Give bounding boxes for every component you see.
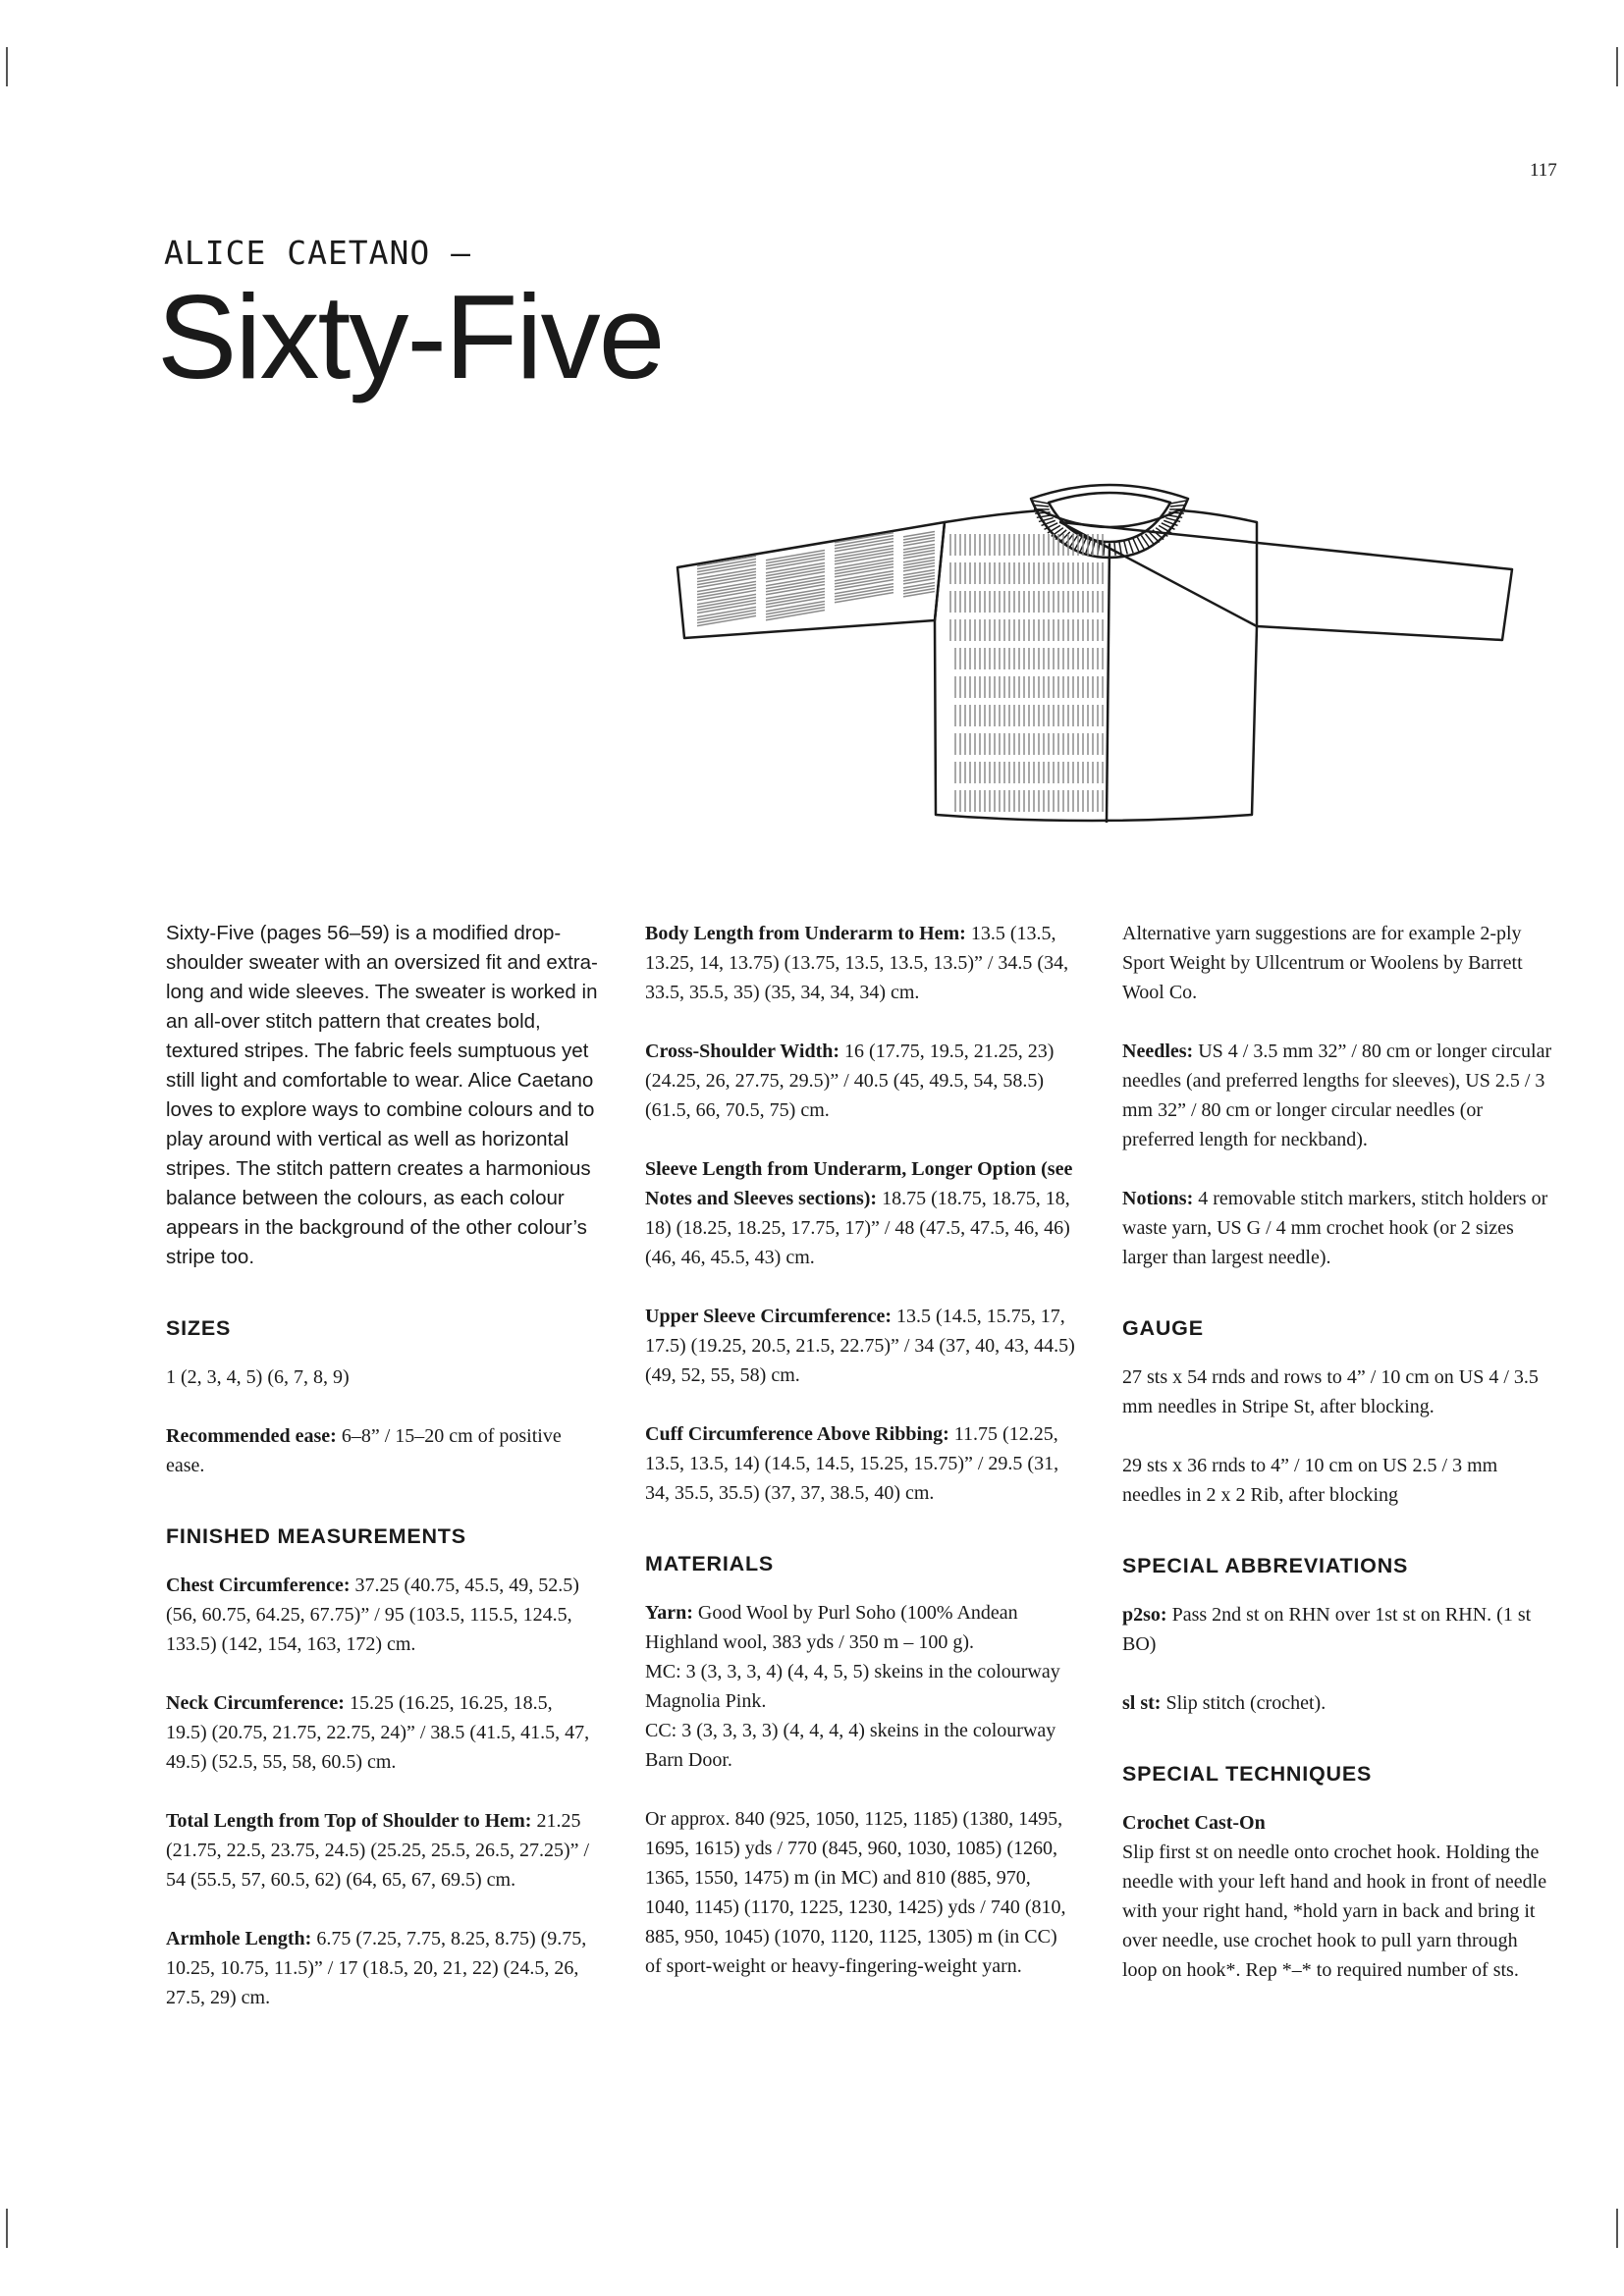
crop-mark-bottom-right <box>1616 2209 1618 2248</box>
neck-label: Neck Circumference: <box>166 1692 345 1714</box>
pattern-title: Sixty-Five <box>157 270 664 403</box>
sleeve-stripe-mark <box>903 534 935 539</box>
alternative-yarn: Alternative yarn suggestions are for example 2-ply Sport Weight by Ullcentrum or Woolens by Barrett Wool Co. <box>1122 923 1523 1003</box>
abbrev-p2so <box>1122 1600 1554 1659</box>
sleeve-stripe-mark <box>903 547 935 552</box>
intro-paragraph: Sixty-Five (pages 56–59) is a modified drop-shoulder sweater with an oversized fit and extra-long and wide sleeves. The sweater is worked in an all-over stitch pattern that creates bold, textured stripes. The fabric feels sumptuous yet still light and comfortable to wear. Alice Caetano loves to explore ways to combine colours and to play around with vertical as well as horizontal stripes. The stitch pattern creates a harmonious balance between the colours, as each colour appears in the background of the other colour’s stripe too. <box>166 922 598 1268</box>
cuff-circumference <box>645 1419 1077 1508</box>
body-length-text: 13.5 (13.5, 13.25, 14, 13.75) (13.75, 13.5, 13.5, 13.5)” / 34.5 (34, 33.5, 35.5, 35) (35, 34, 34, 34) cm. <box>645 923 1069 1003</box>
stripe-pattern <box>697 531 1103 812</box>
body-length-label: Body Length from Underarm to Hem: <box>645 923 966 944</box>
sizes-heading: SIZES <box>166 1316 232 1340</box>
sleeve-stripe-mark <box>903 531 935 536</box>
gauge-rib: 29 sts x 36 rnds to 4” / 10 cm on US 2.5 / 3 mm needles in 2 x 2 Rib, after blocking <box>1122 1455 1498 1506</box>
column-2 <box>645 919 1077 2010</box>
crochet-cast-on-label <box>1122 1808 1554 1838</box>
notions-text: 4 removable stitch markers, stitch holders or waste yarn, US G / 4 mm crochet hook (or 2 sizes larger than largest needle). <box>1122 1188 1548 1268</box>
needles <box>1122 1037 1554 1154</box>
rib-tick <box>1133 538 1139 552</box>
cross-shoulder-label: Cross-Shoulder Width: <box>645 1041 840 1062</box>
sleeve-stripe-mark <box>903 562 935 567</box>
armhole-text: 6.75 (7.25, 7.75, 8.25, 8.75) (9.75, 10.25, 10.75, 11.5)” / 17 (18.5, 20, 21, 22) (24.5, 26, 27.5, 29) cm. <box>166 1928 587 2008</box>
sweater-outline <box>677 485 1512 823</box>
abbrev-sl-st <box>1122 1688 1554 1718</box>
sleeve-length <box>645 1154 1077 1272</box>
sleeve-stripe-mark <box>903 560 935 564</box>
upper-sleeve-circumference <box>645 1302 1077 1390</box>
sleeve-stripe-mark <box>903 550 935 555</box>
sweater-schematic-illustration <box>668 471 1532 834</box>
upper-sleeve-text: 13.5 (14.5, 15.75, 17, 17.5) (19.25, 20.5, 21.5, 22.75)” / 34 (37, 40, 43, 44.5) (49, 52, 55, 58) cm. <box>645 1306 1075 1386</box>
column-3 <box>1122 919 1554 2014</box>
finished-measurements-heading: FINISHED MEASUREMENTS <box>166 1524 466 1548</box>
approx-yardage: Or approx. 840 (925, 1050, 1125, 1185) (1380, 1495, 1695, 1615) yds / 770 (845, 960, 1030, 1085) (1260, 1365, 1550, 1475) m (in MC) and 810 (885, 970, 1040, 1145) (1170, 1225, 1230, 1425) yds / 740 (810, 885, 950, 1045) (1070, 1120, 1125, 1305) m (in CC) of sport-weight or heavy-fingering-weight yarn. <box>645 1808 1066 1977</box>
crochet-cast-on-title: Crochet Cast-On <box>1122 1812 1266 1834</box>
rib-tick <box>1104 541 1105 556</box>
gauge-heading: GAUGE <box>1122 1316 1204 1340</box>
total-length-text: 21.25 (21.75, 22.5, 23.75, 24.5) (25.25, 25.5, 26.5, 27.25)” / 54 (55.5, 57, 60.5, 62) (64, 65, 67, 69.5) cm. <box>166 1810 590 1891</box>
sleeve-stripe-mark <box>903 588 935 593</box>
page-number: 117 <box>1530 160 1557 181</box>
sleeve-stripe-mark <box>903 575 935 580</box>
crop-mark-top-left <box>6 47 8 86</box>
special-abbreviations-heading: SPECIAL ABBREVIATIONS <box>1122 1554 1409 1577</box>
yarn <box>645 1598 1077 1657</box>
sleeve-stripe-mark <box>903 537 935 542</box>
yarn-label: Yarn: <box>645 1602 693 1624</box>
mc-skeins: MC: 3 (3, 3, 3, 4) (4, 4, 5, 5) skeins in the colourway Magnolia Pink. <box>645 1661 1060 1712</box>
author-name: ALICE CAETANO — <box>164 234 472 272</box>
neck-text: 15.25 (16.25, 16.25, 18.5, 19.5) (20.75, 21.75, 22.75, 24)” / 38.5 (41.5, 41.5, 47, 49.5) (52.5, 55, 58, 60.5) cm. <box>166 1692 590 1773</box>
sl-st-label: sl st: <box>1122 1692 1162 1714</box>
needles-label: Needles: <box>1122 1041 1194 1062</box>
cuff-text: 11.75 (12.25, 13.5, 13.5, 14) (14.5, 14.5, 15.25, 15.75)” / 29.5 (31, 34, 35.5, 35.5) (37, 37, 38.5, 40) cm. <box>645 1423 1059 1504</box>
ease-text: 6–8” / 15–20 cm of positive ease. <box>166 1425 562 1476</box>
rib-tick <box>1123 540 1127 555</box>
sleeve-stripe-mark <box>903 591 935 596</box>
crochet-cast-on-text: Slip first st on needle onto crochet hook. Holding the needle with your left hand and hook in front of needle with your right hand, *hold yarn in back and bring it over needle, use crochet hook to pull yarn through loop on hook*. Rep *–* to required number of sts. <box>1122 1842 1547 1981</box>
needles-text: US 4 / 3.5 mm 32” / 80 cm or longer circular needles (and preferred lengths for sleeves), US 2.5 / 3 mm 32” / 80 cm or longer circular needles (or preferred length for neckband). <box>1122 1041 1552 1150</box>
neck-circumference <box>166 1688 598 1777</box>
total-length <box>166 1806 598 1895</box>
special-techniques-heading: SPECIAL TECHNIQUES <box>1122 1762 1373 1786</box>
notions <box>1122 1184 1554 1272</box>
yarn-text: Good Wool by Purl Soho (100% Andean Highland wool, 383 yds / 350 m – 100 g). <box>645 1602 1018 1653</box>
rib-tick <box>1033 501 1049 504</box>
crop-mark-top-right <box>1616 47 1618 86</box>
rib-tick <box>1170 501 1186 504</box>
cross-shoulder-width <box>645 1037 1077 1125</box>
notions-label: Notions: <box>1122 1188 1194 1209</box>
cc-skeins: CC: 3 (3, 3, 3, 3) (4, 4, 4, 4) skeins in the colourway Barn Door. <box>645 1720 1056 1771</box>
sleeve-stripe-mark <box>903 585 935 590</box>
ease-label: Recommended ease: <box>166 1425 337 1447</box>
column-1 <box>166 919 598 2042</box>
sleeve-length-text: 18.75 (18.75, 18.75, 18, 18) (18.25, 18.25, 17.75, 17)” / 48 (47.5, 47.5, 46, 46) (46, 46, 45.5, 43) cm. <box>645 1188 1070 1268</box>
p2so-label: p2so: <box>1122 1604 1167 1626</box>
sleeve-length-label: Sleeve Length from Underarm, Longer Option (see Notes and Sleeves sections): <box>645 1158 1073 1209</box>
gauge-stripe: 27 sts x 54 rnds and rows to 4” / 10 cm on US 4 / 3.5 mm needles in Stripe St, after blocking. <box>1122 1366 1539 1417</box>
center-seam <box>1107 544 1110 823</box>
chest-label: Chest Circumference: <box>166 1575 351 1596</box>
p2so-text: Pass 2nd st on RHN over 1st st on RHN. (1 st BO) <box>1122 1604 1532 1655</box>
rib-tick <box>1128 539 1133 553</box>
chest-text: 37.25 (40.75, 45.5, 49, 52.5) (56, 60.75, 64.25, 67.75)” / 95 (103.5, 115.5, 124.5, 133.5) (142, 154, 163, 172) cm. <box>166 1575 579 1655</box>
rib-tick <box>1114 541 1115 556</box>
chest-circumference <box>166 1571 598 1659</box>
total-length-label: Total Length from Top of Shoulder to Hem: <box>166 1810 532 1832</box>
cuff-label: Cuff Circumference Above Ribbing: <box>645 1423 949 1445</box>
sizes-text: 1 (2, 3, 4, 5) (6, 7, 8, 9) <box>166 1366 350 1388</box>
armhole-length <box>166 1924 598 2012</box>
crop-mark-bottom-left <box>6 2209 8 2248</box>
armhole-label: Armhole Length: <box>166 1928 312 1949</box>
body-length <box>645 919 1077 1007</box>
materials-heading: MATERIALS <box>645 1552 775 1575</box>
sleeve-stripe-mark <box>903 572 935 577</box>
sl-st-text: Slip stitch (crochet). <box>1161 1692 1326 1714</box>
recommended-ease <box>166 1421 598 1480</box>
upper-sleeve-label: Upper Sleeve Circumference: <box>645 1306 893 1327</box>
cross-shoulder-text: 16 (17.75, 19.5, 21.25, 23) (24.25, 26, 27.75, 29.5)” / 40.5 (45, 49.5, 54, 58.5) (61.5, 66, 70.5, 75) cm. <box>645 1041 1055 1121</box>
